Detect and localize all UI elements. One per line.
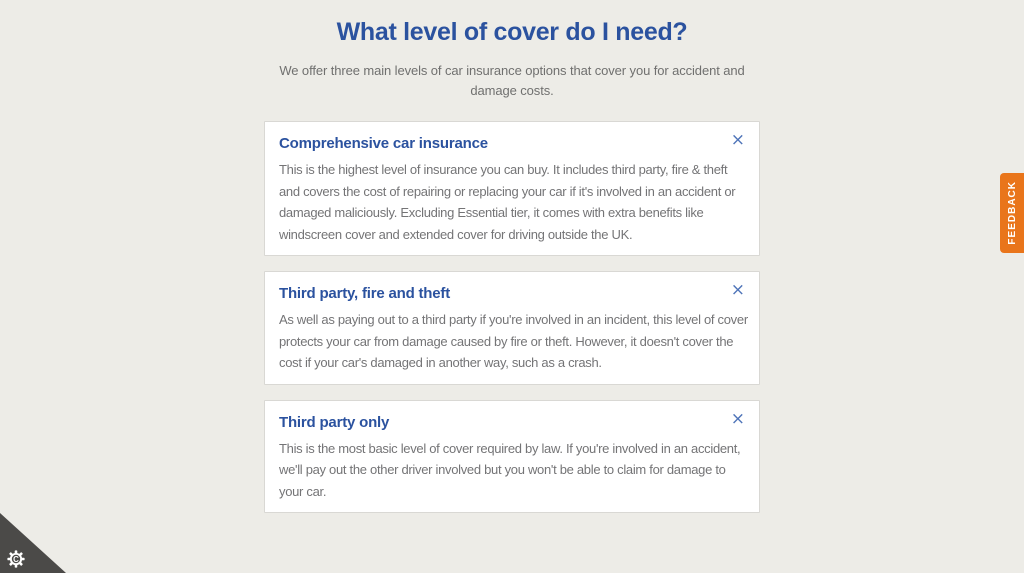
gear-icon-letter: C <box>13 554 19 564</box>
card-body: As well as paying out to a third party if you're involved in an incident, this level of cover protects your car from damage caused by fire or theft. However, it doesn't cover the cost if your car's damaged in another way, such as a crash. <box>279 312 748 370</box>
gear-icon <box>7 550 25 568</box>
card-title: Comprehensive car insurance <box>279 135 488 152</box>
cover-cards-list <box>264 121 760 513</box>
card-third-party-only <box>264 400 760 514</box>
card-title: Third party only <box>279 413 390 431</box>
cookie-settings-button[interactable] <box>7 550 25 568</box>
page-subtitle: We offer three main levels of car insurance options that cover you for accident and damage costs. <box>279 63 745 98</box>
card-body: This is the most basic level of cover required by law. If you're involved in an accident, we'll pay out the other driver involved but you won't be able to claim for damage to your car. <box>279 440 741 499</box>
cover-levels-page <box>0 17 1024 513</box>
card-comprehensive <box>264 121 760 256</box>
card-third-party-fire-theft <box>264 271 760 385</box>
close-icon[interactable]: × <box>727 409 749 430</box>
feedback-tab[interactable] <box>1000 173 1024 253</box>
card-title: Third party, fire and theft <box>279 285 450 302</box>
close-icon[interactable]: × <box>727 130 749 151</box>
feedback-tab-label: FEEDBACK <box>1006 181 1018 245</box>
close-icon[interactable]: × <box>727 280 749 301</box>
page-title: What level of cover do I need? <box>336 18 688 46</box>
card-body: This is the highest level of insurance you can buy. It includes third party, fire & theft and covers the cost of repairing or replacing your car if it's involved in an accident or damaged maliciously. Excluding Essential tier, it comes with extra benefits like windscreen cover and extended cover for driving outside the UK. <box>279 162 736 242</box>
